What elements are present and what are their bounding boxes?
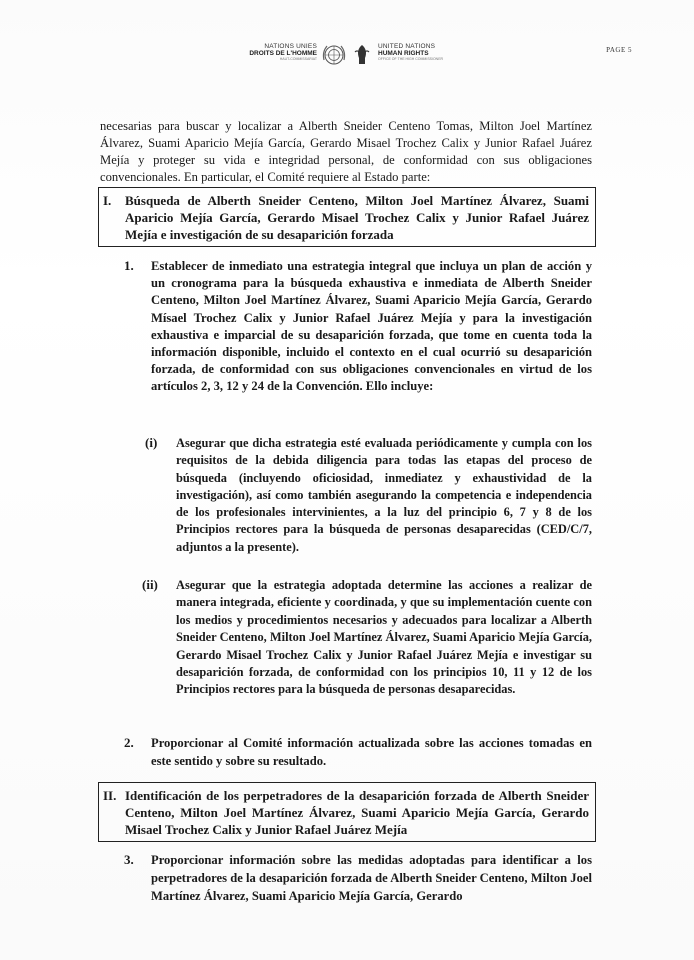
- logo-right-line2: HUMAN RIGHTS: [378, 49, 429, 57]
- section-title: Búsqueda de Alberth Sneider Centeno, Milton Joel Martínez Álvarez, Suami Aparicio Mejía García, Gerardo Misael Trochez Calix y Junior Rafael Juárez Mejía e investigación de su desaparición forzada: [125, 193, 589, 242]
- subitem-number: (ii): [142, 577, 158, 592]
- page-number: PAGE 5: [606, 46, 632, 54]
- subitem-text: Asegurar que dicha estrategia esté evaluada periódicamente y cumpla con los requisitos de la debida diligencia para todas las etapas del proceso de búsqueda (incluyendo oficiosidad, inmediatez y exhaustividad de la investigación), así como también asegurando la competencia e independencia de los profesionales intervinientes, a la luz del principio 6, 7 y 8 de los Principios rectores para la búsqueda de personas desaparecidas (CED/C/7, adjuntos a la presente).: [176, 436, 592, 554]
- item-text: Proporcionar al Comité información actualizada sobre las acciones tomadas en este sentido y sobre su resultado.: [151, 736, 592, 768]
- item-number: 2.: [124, 735, 134, 750]
- section-heading-box: [98, 782, 596, 842]
- un-header: [0, 40, 694, 80]
- ohchr-english-logo-text: [378, 44, 468, 61]
- item-text: Establecer de inmediato una estrategia integral que incluya un plan de acción y un cronograma para la búsqueda exhaustiva e inmediata de Alberth Sneider Centeno, Milton Joel Martínez Álvarez, Suami Aparicio Mejía García, Gerardo Mísael Trochez Calix y Junior Rafael Juárez Mejía y para la investigación exhaustiva e imparcial de su desaparición forzada, que tome en cuenta toda la información disponible, incluido el contexto en el cual ocurrió su desaparición forzada, de conformidad con sus obligaciones convencionales en virtud de los artículos 2, 3, 12 y 24 de la Convención. Ello incluye:: [151, 259, 592, 394]
- subitem-text: Asegurar que la estrategia adoptada determine las acciones a realizar de manera integrada, eficiente y coordinada, y que su implementación cuente con los medios y procedimientos necesarios y adecuados para localizar a Alberth Sneider Centeno, Milton Joel Martínez Álvarez, Suami Aparicio Mejía García, Gerardo Misael Trochez Calix y Junior Rafael Juárez Mejía e investigar su desaparición forzada, de conformidad con los principios 10, 11 y 12 de los Principios rectores para la búsqueda de personas desaparecidas.: [176, 578, 592, 697]
- ohchr-french-logo-text: [237, 44, 317, 61]
- logo-right-line3: OFFICE OF THE HIGH COMMISSIONER: [378, 56, 444, 61]
- section-title: Identificación de los perpetradores de la desaparición forzada de Alberth Sneider Centeno, Milton Joel Martínez Álvarez, Suami Aparicio Mejía García, Gerardo Misael Trochez Calix y Junior Rafael Juárez Mejía: [125, 788, 589, 837]
- subitem-number: (i): [145, 435, 158, 450]
- item-number: 1.: [124, 258, 134, 273]
- logo-left-line2: DROITS DE L'HOMME: [249, 49, 317, 57]
- logo-left-line3: HAUT-COMMISSARIAT: [279, 56, 317, 61]
- intro-paragraph: necesarias para buscar y localizar a Alberth Sneider Centeno Tomas, Milton Joel Martínez Álvarez, Suami Aparicio Mejía García, Gerardo Misael Trochez Calix y Junior Rafael Juárez Mejía y proteger su vida e integridad personal, de conformidad con sus obligaciones convencionales. En particular, el Comité requiere al Estado parte:: [100, 119, 592, 184]
- item-text: Proporcionar información sobre las medidas adoptadas para identificar a los perpetradores de la desaparición forzada de Alberth Sneider Centeno, Milton Joel Martínez Álvarez, Suami Aparicio Mejía García, Gerardo: [151, 853, 592, 903]
- section-heading-box: [98, 187, 596, 247]
- section-number: I.: [103, 193, 112, 208]
- human-rights-hand-bird-icon: [350, 42, 374, 68]
- un-emblem-icon: [321, 42, 347, 68]
- section-number: II.: [103, 788, 117, 803]
- logo-left-line1: NATIONS UNIES: [264, 43, 317, 50]
- logo-right-line1: UNITED NATIONS: [378, 43, 436, 50]
- item-number: 3.: [124, 852, 134, 867]
